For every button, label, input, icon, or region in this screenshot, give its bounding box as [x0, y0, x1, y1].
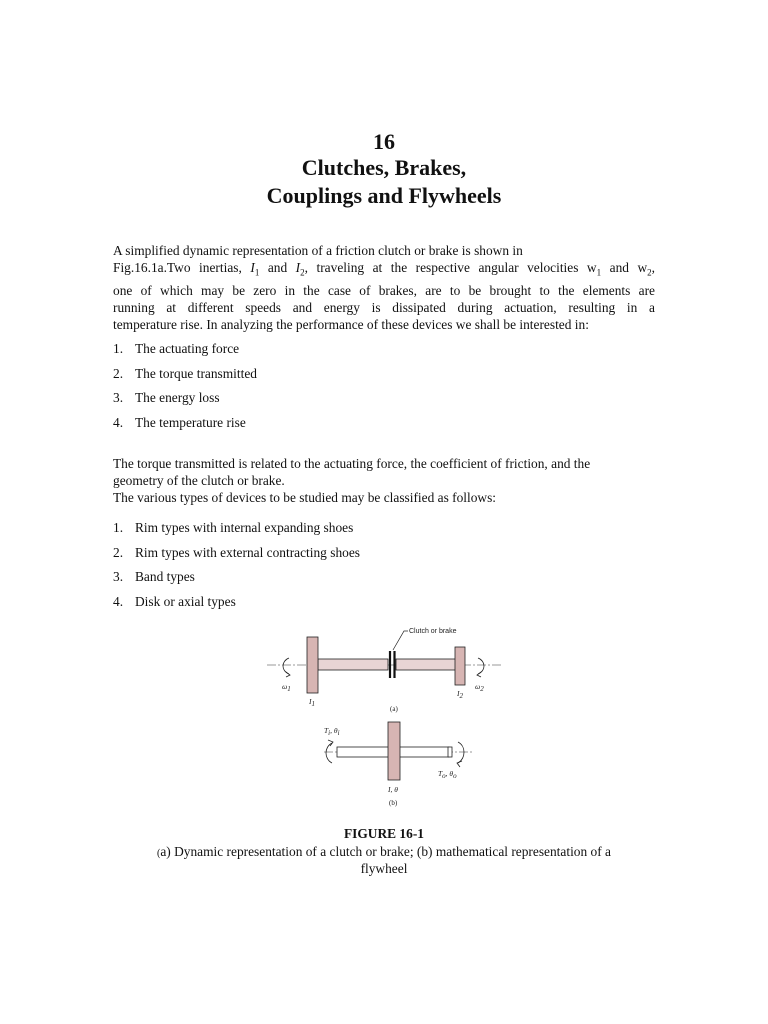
i2-label: I2	[457, 689, 463, 700]
list-item	[113, 340, 257, 365]
list-item	[113, 593, 360, 618]
intro-text: ,	[651, 260, 655, 275]
shaft-right	[396, 659, 456, 670]
figure-caption-line2: flywheel	[360, 861, 408, 876]
arrowhead-icon	[477, 672, 481, 677]
arrowhead-icon	[286, 672, 290, 677]
list-text: The torque transmitted	[135, 365, 257, 381]
output-torque-label: To, θo	[438, 769, 457, 780]
intro-text: , traveling at the respective angular velocities w	[304, 260, 597, 275]
classification-paragraph: The various types of devices to be studied may be classified as follows:	[113, 490, 497, 505]
list-number: 4.	[113, 593, 124, 609]
list-item	[113, 568, 360, 593]
omega1-label: ω1	[282, 682, 291, 693]
shaft-left	[318, 659, 388, 670]
input-torque-label: Ti, θi	[324, 726, 340, 737]
output-torque-arrow-icon	[458, 742, 464, 763]
rotation-arrow-left-icon	[283, 658, 289, 674]
arrowhead-icon	[457, 761, 462, 767]
subscript: 2	[647, 267, 652, 278]
flywheel-disk	[388, 722, 400, 780]
diagram-b	[324, 722, 472, 807]
intro-paragraph	[113, 242, 655, 333]
list-item	[113, 519, 360, 544]
intro-text: and	[259, 260, 296, 275]
paragraph-line: The torque transmitted is related to the actuating force, the coefficient of friction, and the	[113, 456, 591, 471]
input-torque-arrow-icon	[326, 743, 332, 763]
diagram-b-label: (b)	[389, 799, 398, 807]
inertia-theta-label: I, θ	[388, 785, 398, 794]
torque-paragraph	[113, 455, 655, 489]
list-item	[113, 414, 257, 439]
callout-label: Clutch or brake	[409, 628, 457, 635]
figure-caption-line1	[0, 844, 768, 860]
device-types-list	[113, 519, 360, 617]
subscript: 1	[254, 267, 260, 278]
intro-text: and w	[601, 260, 648, 275]
list-text: The actuating force	[135, 341, 240, 356]
list-item	[113, 544, 360, 569]
intro-line	[113, 259, 655, 282]
intro-text: Fig.16.1a.Two inertias,	[113, 260, 251, 275]
list-number: 3.	[113, 390, 124, 405]
paragraph-line: geometry of the clutch or brake.	[113, 473, 285, 488]
inertia-symbol: I	[295, 260, 301, 275]
intro-line: one of which may be zero in the case of brakes, are to be brought to the elements are	[113, 282, 655, 298]
i1-label: I1	[309, 697, 315, 708]
caption-text: a) Dynamic representation of a clutch or brake; (b) mathematical representation of a	[160, 844, 611, 859]
list-item	[113, 365, 257, 390]
chapter-number: 16	[373, 129, 395, 154]
diagram-a-label: (a)	[390, 705, 398, 713]
list-number: 2.	[113, 365, 124, 381]
list-number: 2.	[113, 544, 124, 560]
figure-title: FIGURE 16-1	[344, 826, 424, 841]
shaft-end	[448, 747, 452, 757]
inertia-i2	[455, 647, 465, 685]
callout-leader	[393, 631, 408, 650]
list-text: The temperature rise	[135, 414, 246, 430]
list-text: Disk or axial types	[135, 593, 236, 609]
list-number: 1.	[113, 341, 124, 356]
intro-line: temperature rise. In analyzing the performance of these devices we shall be interested in:	[113, 316, 589, 332]
subscript: 2	[300, 267, 305, 278]
chapter-title-line1: Clutches, Brakes,	[301, 155, 467, 180]
list-text: Rim types with external contracting shoes	[135, 544, 360, 560]
list-item	[113, 389, 257, 414]
diagram-a	[267, 628, 502, 713]
list-text: Rim types with internal expanding shoes	[135, 520, 354, 535]
figure-16-1-diagram	[262, 620, 507, 810]
inertia-i1	[307, 637, 318, 693]
rotation-arrow-right-icon	[478, 658, 484, 674]
inertia-symbol: I	[250, 260, 255, 275]
subscript: 1	[596, 267, 602, 278]
caption-paren: (	[157, 848, 161, 859]
performance-list	[113, 340, 257, 438]
list-text: Band types	[135, 569, 195, 584]
intro-line: running at different speeds and energy is dissipated during actuation, resulting in a	[113, 299, 655, 315]
list-number: 1.	[113, 520, 124, 535]
intro-line: A simplified dynamic representation of a friction clutch or brake is shown in	[113, 243, 523, 258]
list-text: The energy loss	[135, 390, 220, 405]
omega2-label: ω2	[475, 682, 484, 693]
list-number: 4.	[113, 414, 124, 430]
list-number: 3.	[113, 569, 124, 584]
chapter-title-line2: Couplings and Flywheels	[266, 183, 502, 208]
